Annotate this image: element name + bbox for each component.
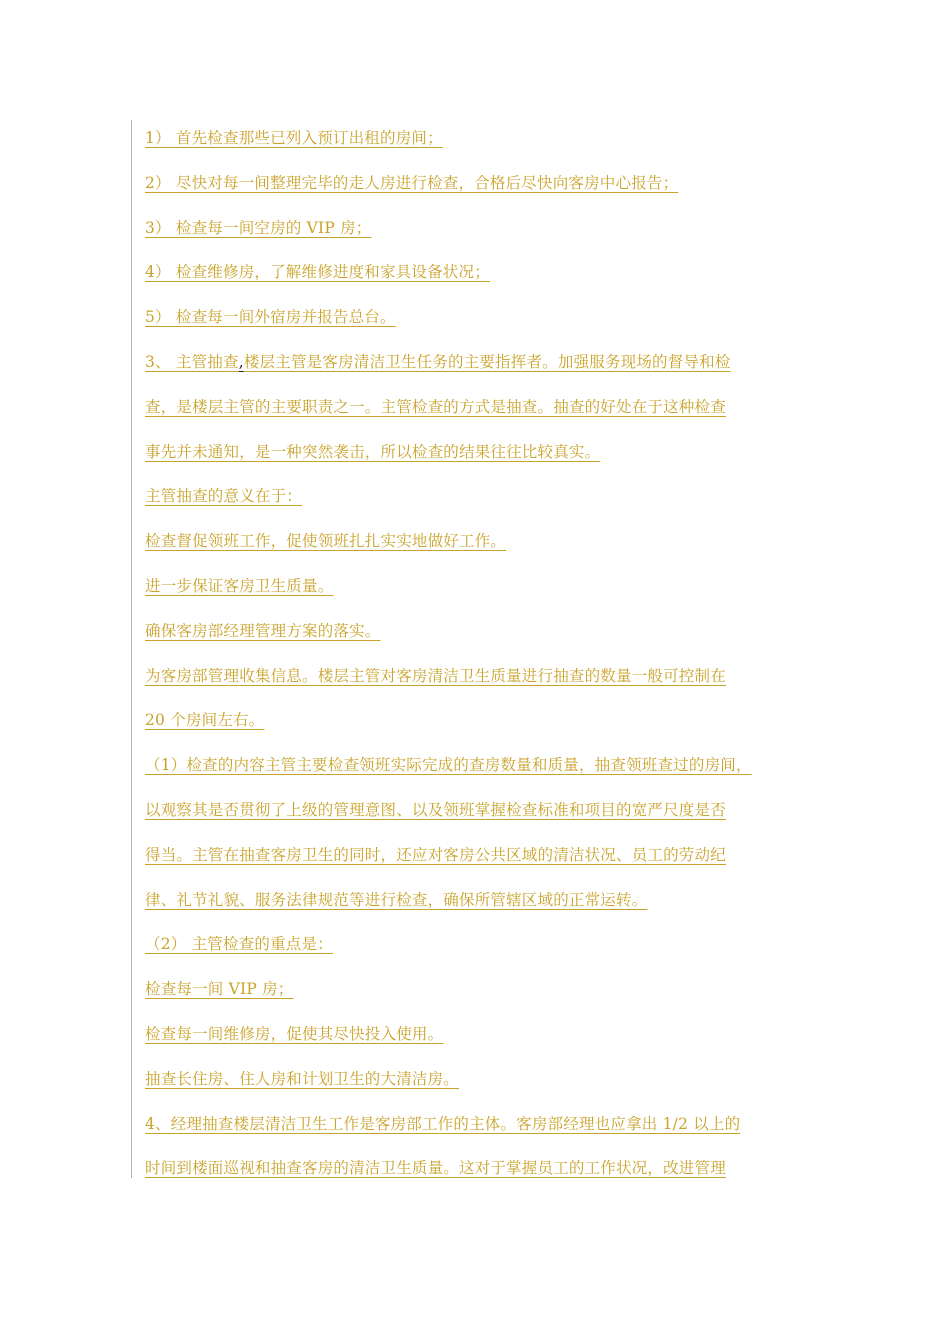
text-run: 查，是楼层主管的主要职责之一。主管检查的方式是抽查。抽查的好处在于这种检查	[145, 397, 726, 416]
paragraph-line	[145, 124, 835, 169]
paragraph-line	[145, 662, 835, 707]
text-run: 事先并未通知，是一种突然袭击，所以检查的结果往往比较真实。	[145, 442, 601, 461]
paragraph-line	[145, 975, 835, 1020]
text-run: 4、经理抽查楼层清洁卫生工作是客房部工作的主体。客房部经理也应拿出 1/2 以上的	[145, 1114, 741, 1133]
paragraph-line	[145, 214, 835, 259]
text-run: 楼层主管是客房清洁卫生任务的主要指挥者。加强服务现场的督导和检	[243, 352, 731, 371]
text-run: 2） 尽快对每一间整理完毕的走人房进行检查，合格后尽快向客房中心报告；	[145, 173, 679, 192]
left-margin-rule	[131, 120, 132, 1178]
text-run: 时间到楼面巡视和抽查客房的清洁卫生质量。这对于掌握员工的工作状况，改进管理	[145, 1159, 726, 1178]
text-run: 律、礼节礼貌、服务法律规范等进行检查，确保所管辖区域的正常运转。	[145, 890, 648, 909]
text-run: 3） 检查每一间空房的 VIP 房；	[145, 218, 372, 237]
paragraph-line	[145, 706, 835, 751]
paragraph-line	[145, 796, 835, 841]
text-run: 5） 检查每一间外宿房并报告总台。	[145, 308, 396, 327]
text-run: 检查每一间 VIP 房；	[145, 980, 294, 999]
paragraph-line	[145, 617, 835, 662]
text-run: 20 个房间左右。	[145, 711, 265, 730]
paragraph-line	[145, 572, 835, 617]
text-run: 检查督促领班工作，促使领班扎扎实实地做好工作。	[145, 532, 507, 551]
paragraph-line	[145, 482, 835, 527]
text-run: （2） 主管检查的重点是：	[145, 935, 333, 954]
paragraph-line	[145, 1065, 835, 1110]
text-run: 进一步保证客房卫生质量。	[145, 576, 334, 595]
text-run: 检查每一间维修房，促使其尽快投入使用。	[145, 1024, 444, 1043]
paragraph-line	[145, 348, 835, 393]
paragraph-line	[145, 438, 835, 483]
paragraph-line	[145, 527, 835, 572]
text-run: （1）检查的内容主管主要检查领班实际完成的查房数量和质量，抽查领班查过的房间，	[145, 756, 752, 775]
text-run: 4） 检查维修房，了解维修进度和家具设备状况；	[145, 263, 490, 282]
text-run: 抽查长住房、住人房和计划卫生的大清洁房。	[145, 1069, 460, 1088]
paragraph-line	[145, 751, 835, 796]
text-run: 以观察其是否贯彻了上级的管理意图、以及领班掌握检查标准和项目的宽严尺度是否	[145, 800, 726, 819]
text-run: 得当。主管在抽查客房卫生的同时，还应对客房公共区域的清洁状况、员工的劳动纪	[145, 845, 726, 864]
text-run: 1） 首先检查那些已列入预订出租的房间；	[145, 129, 443, 147]
paragraph-line	[145, 886, 835, 931]
text-run: 为客房部管理收集信息。楼层主管对客房清洁卫生质量进行抽查的数量一般可控制在	[145, 666, 726, 685]
paragraph-line	[145, 1020, 835, 1065]
comma-separator: ,	[238, 352, 244, 371]
document-body	[145, 124, 835, 1199]
paragraph-line	[145, 930, 835, 975]
paragraph-line	[145, 1110, 835, 1155]
text-run: 确保客房部经理管理方案的落实。	[145, 621, 381, 640]
section-heading: 3、 主管抽查	[145, 352, 239, 371]
text-run: 主管抽查的意义在于：	[145, 487, 303, 506]
paragraph-line	[145, 169, 835, 214]
paragraph-line	[145, 1154, 835, 1199]
paragraph-line	[145, 393, 835, 438]
paragraph-line	[145, 258, 835, 303]
paragraph-line	[145, 303, 835, 348]
paragraph-line	[145, 841, 835, 886]
